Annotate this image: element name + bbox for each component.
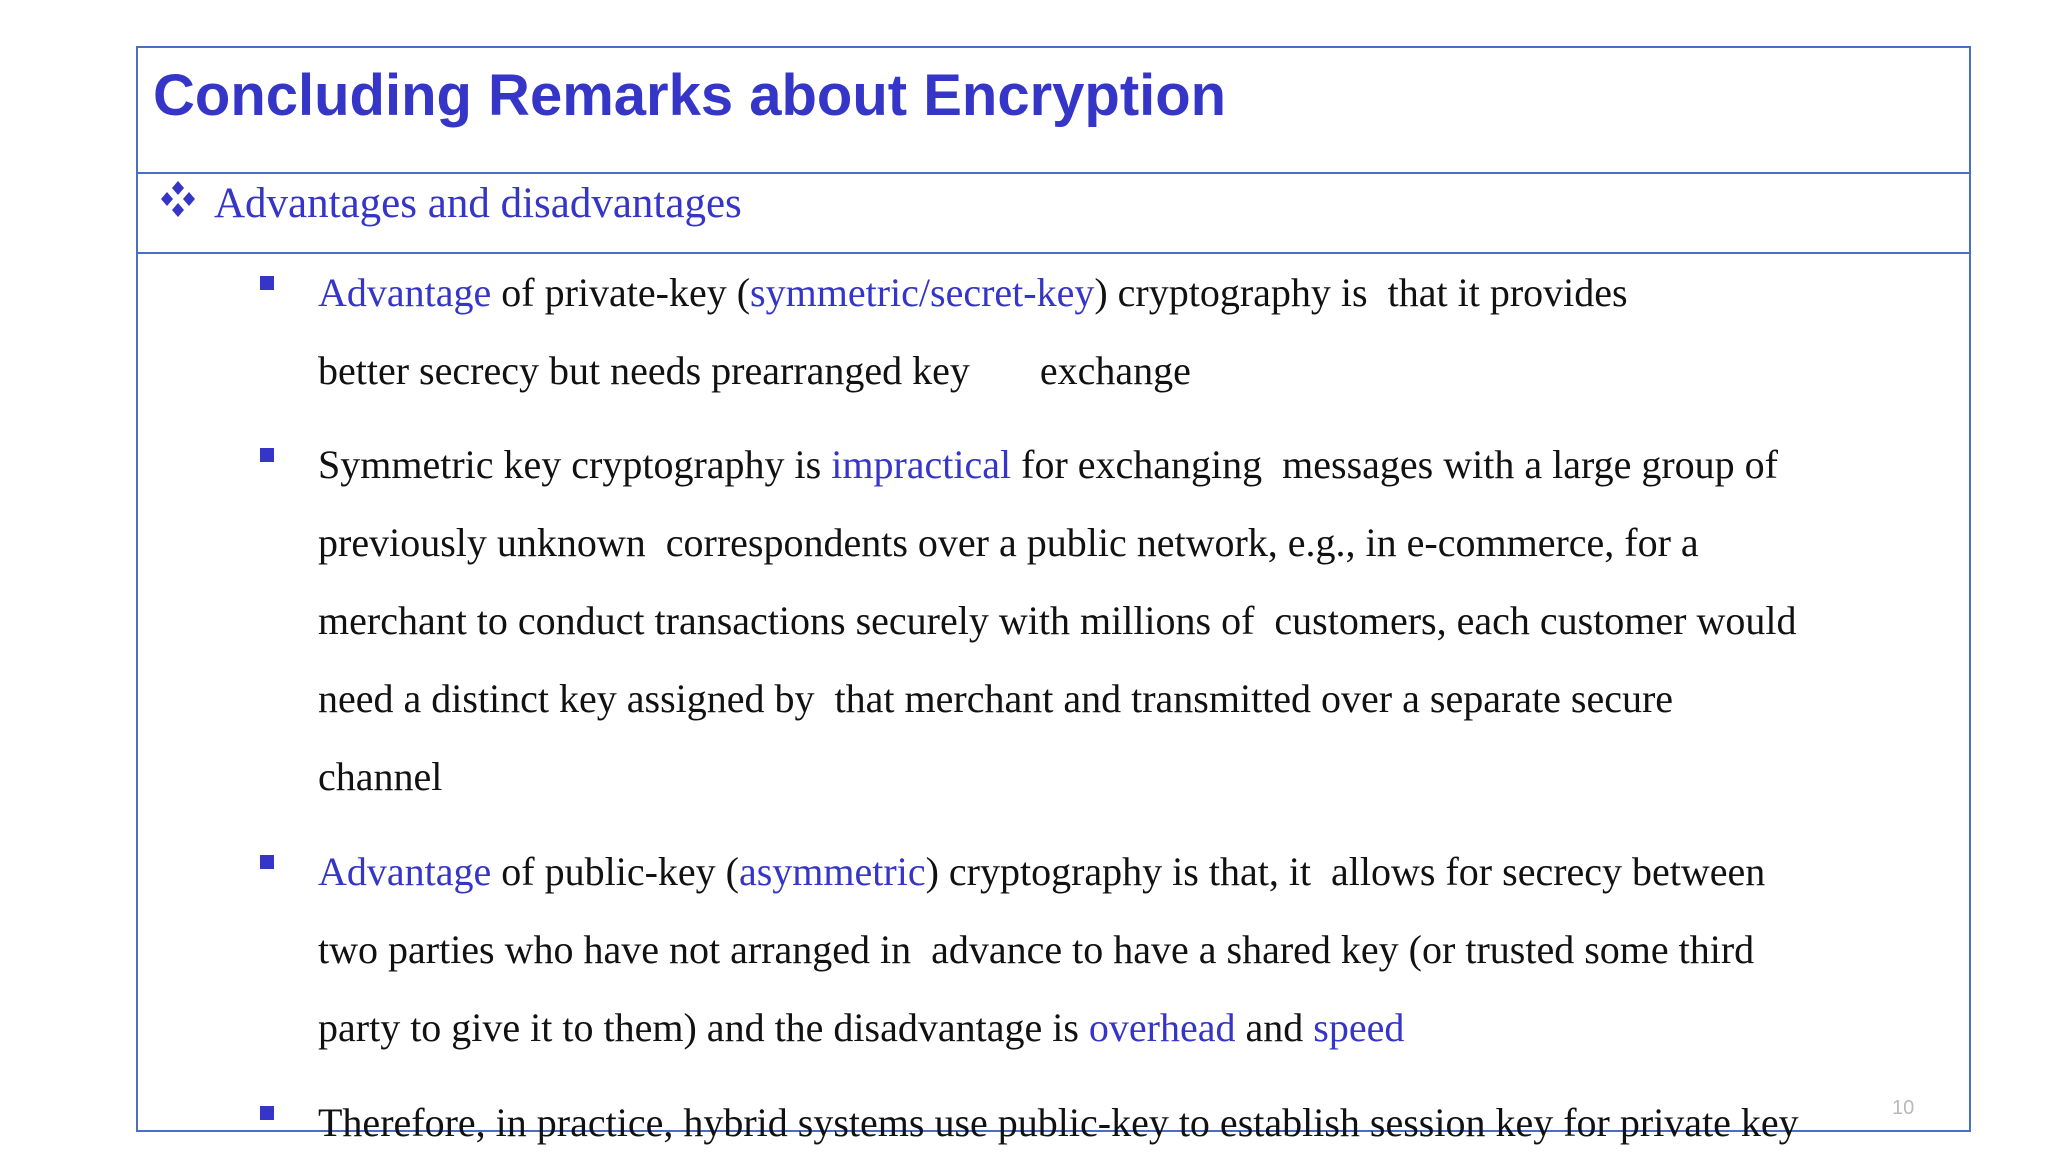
text-run: and	[1235, 1005, 1314, 1050]
bullet-line	[318, 660, 1958, 738]
title-bar	[138, 48, 1969, 174]
page-number: 10	[1892, 1097, 1915, 1119]
square-bullet-icon	[260, 1106, 274, 1120]
text-run: of public-key (	[491, 849, 739, 894]
subtitle-bar	[138, 174, 1969, 254]
bullet-line	[318, 332, 1958, 410]
square-bullet-icon	[260, 276, 274, 290]
text-run: ) cryptography is that it provides	[1094, 270, 1628, 315]
text-run: party to give it to them) and the disadvantage is	[318, 1005, 1089, 1050]
bullet-text	[318, 1084, 1958, 1152]
slide-title: Concluding Remarks about Encryption	[153, 63, 1227, 128]
text-run: Symmetric key cryptography is	[318, 442, 832, 487]
bullet-text	[318, 426, 1958, 816]
bullet-line	[318, 989, 1958, 1067]
diamond-bullet-icon	[158, 179, 198, 219]
text-run: ) cryptography is that, it allows for secrecy between	[925, 849, 1766, 894]
text-run: better secrecy but needs prearranged key exchange	[318, 348, 1191, 393]
square-bullet-icon	[260, 448, 274, 462]
bullet-text	[318, 833, 1958, 1067]
bullet-line	[318, 911, 1958, 989]
square-bullet-icon	[260, 855, 274, 869]
text-run: Therefore, in practice, hybrid systems use public-key to establish session key for private key	[318, 1100, 1799, 1145]
highlight-term: Advantage	[318, 270, 492, 315]
bullet-line	[318, 426, 1958, 504]
text-run: merchant to conduct transactions securely with millions of customers, each customer would	[318, 598, 1797, 643]
highlight-term: symmetric/secret-key	[750, 270, 1095, 315]
highlight-term: speed	[1313, 1005, 1405, 1050]
highlight-term: asymmetric	[738, 849, 926, 894]
subtitle: Advantages and disadvantages	[214, 180, 742, 227]
text-run: two parties who have not arranged in advance to have a shared key (or trusted some third	[318, 927, 1755, 972]
text-run: channel	[318, 754, 443, 799]
highlight-term: impractical	[831, 442, 1012, 487]
bullet-line	[318, 833, 1958, 911]
text-run: previously unknown correspondents over a public network, e.g., in e-commerce, for a	[318, 520, 1699, 565]
bullet-line	[318, 254, 1958, 332]
text-run: need a distinct key assigned by that merchant and transmitted over a separate secure	[318, 676, 1674, 721]
bullet-text	[318, 254, 1958, 410]
bullet-line	[318, 738, 1958, 816]
highlight-term: overhead	[1088, 1005, 1236, 1050]
bullet-line	[318, 504, 1958, 582]
bullet-line	[318, 1084, 1958, 1152]
highlight-term: Advantage	[318, 849, 492, 894]
bullet-line	[318, 582, 1958, 660]
text-run: for exchanging messages with a large group of	[1011, 442, 1778, 487]
text-run: of private-key (	[491, 270, 751, 315]
